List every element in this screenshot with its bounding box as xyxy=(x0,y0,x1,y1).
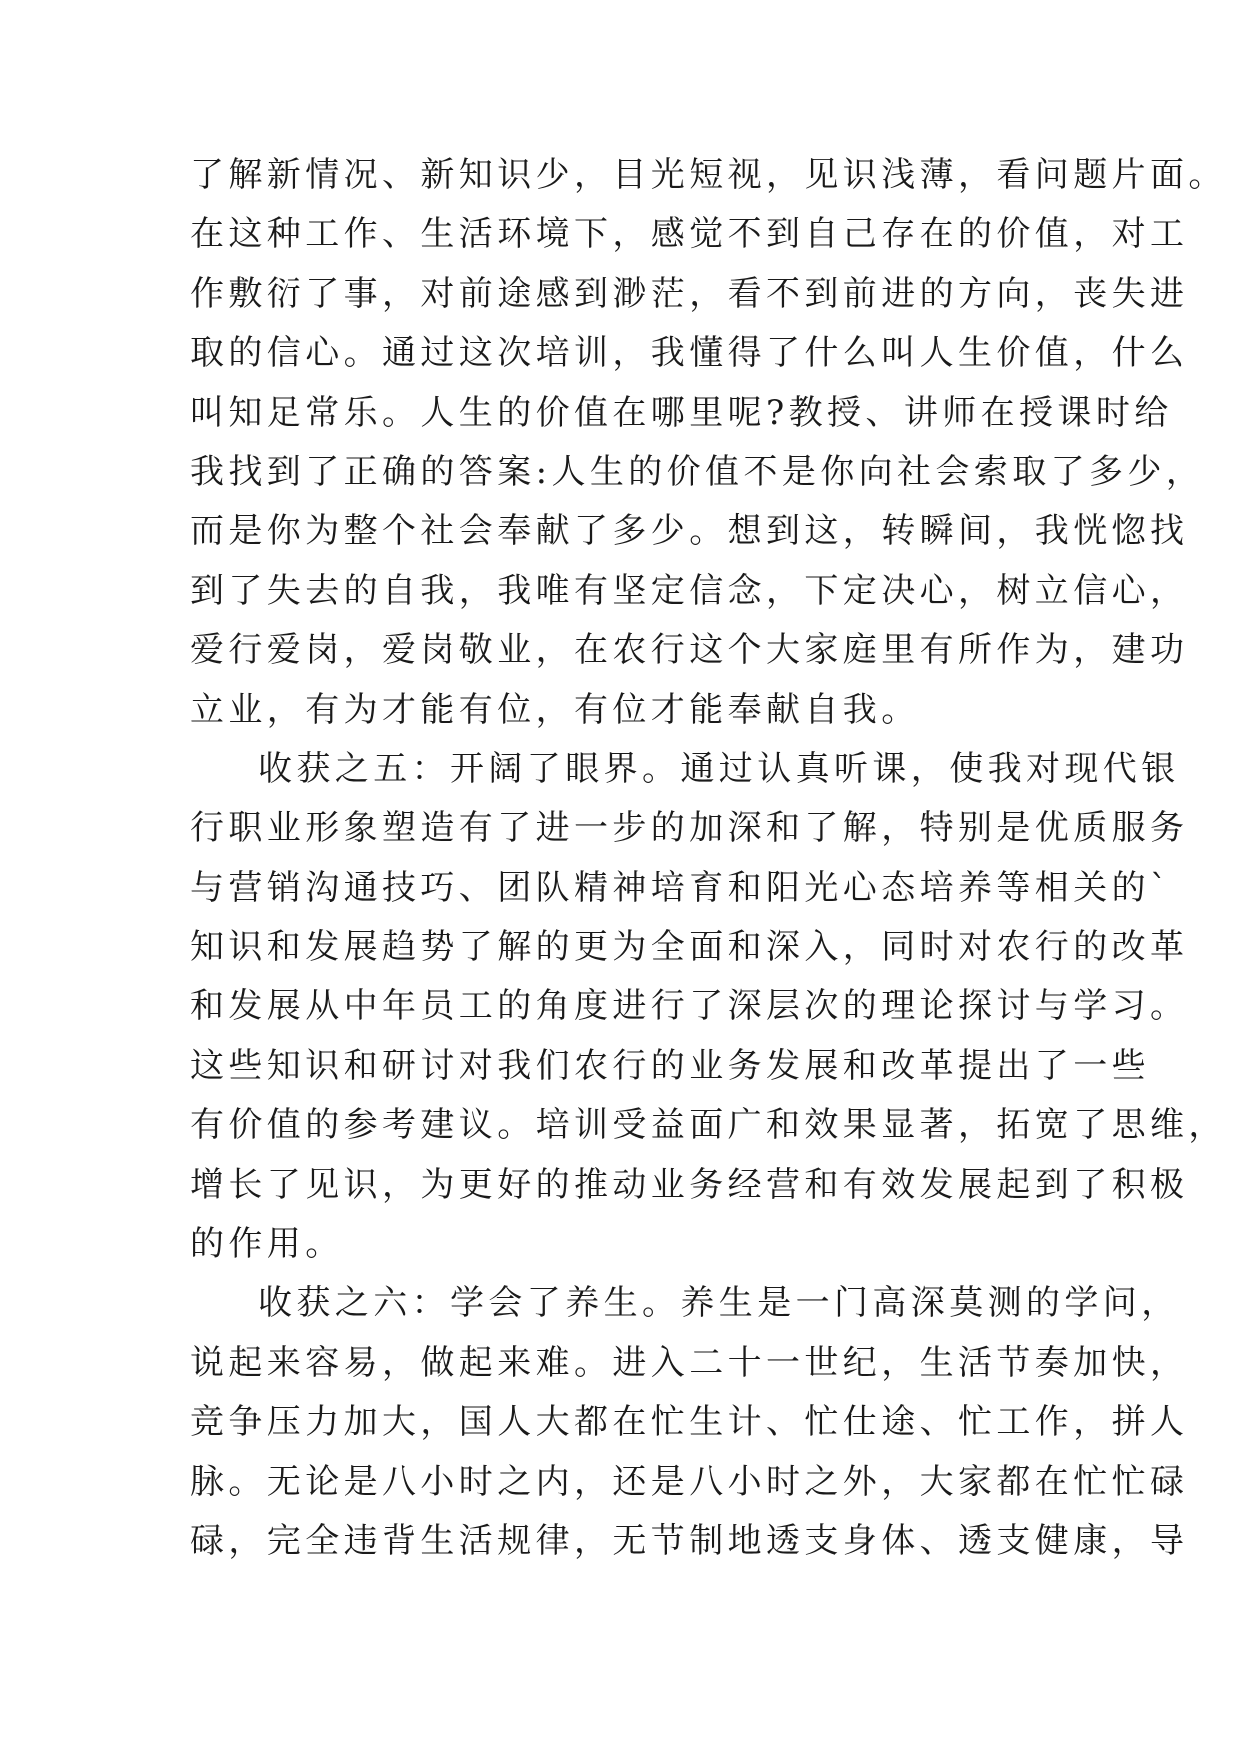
text-line: 到了失去的自我，我唯有坚定信念，下定决心，树立信心， xyxy=(190,570,1189,611)
text-line: 竞争压力加大，国人大都在忙生计、忙仕途、忙工作，拼人 xyxy=(190,1402,1189,1443)
text-line: 叫知足常乐。人生的价值在哪里呢?教授、讲师在授课时给 xyxy=(190,392,1173,433)
text-line: 作敷衍了事，对前途感到渺茫，看不到前进的方向，丧失进 xyxy=(190,273,1189,314)
text-line: 取的信心。通过这次培训，我懂得了什么叫人生价值，什么 xyxy=(190,333,1189,374)
text-line: 立业，有为才能有位，有位才能奉献自我。 xyxy=(190,689,920,730)
text-line: 有价值的参考建议。培训受益面广和效果显著，拓宽了思维， xyxy=(190,1105,1227,1146)
text-line: 和发展从中年员工的角度进行了深层次的理论探讨与学习。 xyxy=(190,986,1189,1027)
text-line: 这些知识和研讨对我们农行的业务发展和改革提出了一些 xyxy=(190,1045,1150,1086)
text-line: 与营销沟通技巧、团队精神培育和阳光心态培养等相关的` xyxy=(190,867,1172,908)
text-line: 而是你为整个社会奉献了多少。想到这，转瞬间，我恍惚找 xyxy=(190,511,1189,552)
text-line: 碌，完全违背生活规律，无节制地透支身体、透支健康，导 xyxy=(190,1520,1189,1561)
text-line: 爱行爱岗，爱岗敬业，在农行这个大家庭里有所作为，建功 xyxy=(190,630,1189,671)
paragraph-start-line: 收获之六：学会了养生。养生是一门高深莫测的学问， xyxy=(258,1283,1180,1324)
text-line: 行职业形象塑造有了进一步的加深和了解，特别是优质服务 xyxy=(190,808,1189,849)
text-line: 在这种工作、生活环境下，感觉不到自己存在的价值，对工 xyxy=(190,214,1189,255)
text-line: 了解新情况、新知识少，目光短视，见识浅薄，看问题片面。 xyxy=(190,155,1227,195)
text-line: 脉。无论是八小时之内，还是八小时之外，大家都在忙忙碌 xyxy=(190,1461,1189,1502)
text-line: 知识和发展趋势了解的更为全面和深入，同时对农行的改革 xyxy=(190,927,1189,968)
text-line: 说起来容易，做起来难。进入二十一世纪，生活节奏加快， xyxy=(190,1342,1189,1383)
text-line: 的作用。 xyxy=(190,1224,344,1265)
paragraph-start-line: 收获之五：开阔了眼界。通过认真听课，使我对现代银 xyxy=(258,748,1180,789)
text-line: 我找到了正确的答案:人生的价值不是你向社会索取了多少， xyxy=(190,451,1205,492)
text-line: 增长了见识，为更好的推动业务经营和有效发展起到了积极 xyxy=(190,1164,1189,1205)
document-body xyxy=(190,146,1227,1571)
